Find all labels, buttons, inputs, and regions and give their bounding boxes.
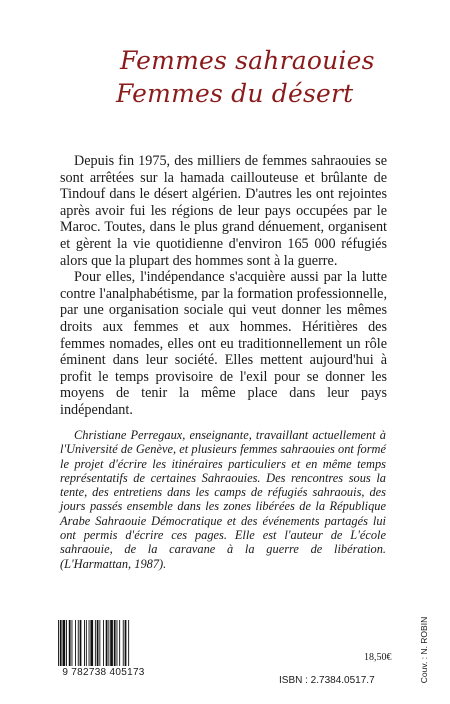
price: 18,50€ [364,652,392,663]
about-author: Christiane Perregaux, enseignante, travaillant actuellement à l'Université de Genève, et plusieurs femmes sahraouies ont formé le projet d'écrire les itinéraires particuliers et en même temps représentatifs de certaines Sahraouies. Des rencontres sous la tente, des entretiens dans les camps de réfugiés sahraouis, des jours passés ensemble dans les zones libérées de la République Arabe Sahraouie Démocratique et des événements partagés lui ont permis d'écrire ces pages. Elle est l'auteur de L'école sahraouie, de la caravane à la guerre de libération. (L'Harmattan, 1987). [60,428,386,571]
barcode-bar [90,620,93,666]
barcode-bar [58,620,59,666]
cover-credit-text: Couv. : N. ROBIN [419,616,429,684]
barcode-bar [103,620,104,666]
barcode-bar [89,620,90,666]
barcode-bar [78,620,79,666]
title-line-2: Femmes du désert [116,79,354,108]
barcode-bar [86,620,87,666]
barcode [57,620,150,678]
barcode-bar [125,620,127,666]
barcode-bar [66,620,67,666]
barcode-bar [80,620,82,666]
barcode-bar [119,620,120,666]
barcode-bar [95,620,96,666]
barcode-bar [123,620,124,666]
barcode-bar [75,620,76,666]
barcode-bar [114,620,116,666]
blurb-paragraph-1: Depuis fin 1975, des milliers de femmes sahraouies se sont arrêtées sur la hamada caillouteuse et brûlante de Tindouf dans le désert algérien. D'autres les ont rejointes après avoir fui les régions de leur pays occupées par le Maroc. Toutes, dans le plus grand dénuement, organisent et gèrent la vie quotidienne d'environ 165 000 réfugiés alors que la plupart des hommes sont à la guerre. [60,153,387,269]
title-line-1: Femmes sahraouies [120,46,375,75]
barcode-bar [99,620,100,666]
barcode-bar [97,620,99,666]
cover-credit [417,616,431,684]
book-title [116,44,440,110]
barcode-bars [57,620,150,666]
barcode-bar [117,620,118,666]
barcode-bar [84,620,85,666]
blurb [60,153,387,419]
barcode-bar [106,620,108,666]
barcode-bar [110,620,113,666]
barcode-bar [108,620,109,666]
blurb-paragraph-2: Pour elles, l'indépendance s'acquière aussi par la lutte contre l'analphabétisme, par la formation professionnelle, par une organisation sociale qui veut donner les mêmes droits aux femmes et aux hommes. Héritières des femmes nomades, elles ont eu traditionnellement un rôle éminent dans leur société. Elles mettent aujourd'hui à profit le temps provisoire de l'exil pour se donner les moyens de tenir la même place dans leur pays indépendant. [60,269,387,418]
barcode-number: 9 782738 405173 [62,667,145,678]
barcode-bar [72,620,73,666]
barcode-bar [63,620,66,666]
isbn: ISBN : 2.7384.0517.7 [279,675,375,686]
barcode-bar [128,620,129,666]
barcode-bar [69,620,71,666]
barcode-bar [60,620,62,666]
